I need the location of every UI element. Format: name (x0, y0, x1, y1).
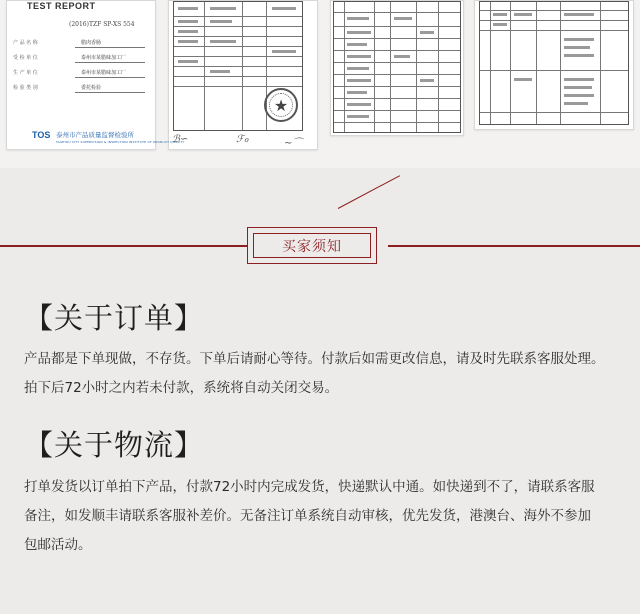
report-row: 检 验 类 别 委托检验 (13, 84, 38, 91)
inspection-seal-icon: ★ (264, 88, 298, 122)
section-title: 买家须知 (282, 238, 342, 255)
decorative-slash (338, 175, 400, 209)
report-row: 受 检 单 位 泰州市某腊味加工厂 (13, 54, 38, 61)
institute-name-english: TAIZHOU CITY SUPERVISION & INSPECTION INSTITUTE OF PRODUCT QUALITY (56, 140, 185, 144)
logistics-text-line: 包邮活动。 (24, 537, 92, 553)
report-row: 生 产 单 位 泰州市某腊味加工厂 (13, 69, 38, 76)
report-table-page (168, 0, 318, 150)
order-text-line: 产品都是下单现做，不存货。下单后请耐心等待。付款后如需更改信息，请及时先联系客服处理。 (24, 351, 605, 367)
logistics-text-line: 备注，如发顺丰请联系客服补差价。无备注订单系统自动审核，优先发货，港澳台、海外不参加 (24, 508, 591, 524)
report-table-grid (333, 1, 461, 133)
report-title: TEST REPORT (27, 1, 96, 11)
report-cover-page (6, 0, 156, 150)
section-title-box (247, 227, 377, 264)
divider-line-right (388, 245, 640, 247)
institute-name: 泰州市产品质量监督检验所 (56, 131, 134, 139)
signature-icon: ℬ∽ (172, 134, 189, 145)
report-table-page (474, 0, 634, 130)
report-table-grid (479, 1, 629, 125)
report-code: (2016)TZF SP-XS 554 (69, 21, 135, 28)
report-table-page (330, 0, 464, 136)
report-row: 产 品 名 称 腊肉香肠 (13, 39, 38, 46)
logistics-heading: 【关于物流】 (24, 428, 205, 462)
tos-logo: TOS (32, 130, 51, 140)
signature-icon: ∼⌒ (284, 138, 303, 149)
order-text-line: 拍下后72小时之内若未付款，系统将自动关闭交易。 (24, 380, 339, 396)
report-images-band (0, 0, 640, 168)
signature-icon: ℱℴ (236, 134, 249, 145)
logistics-text-line: 打单发货以订单拍下产品，付款72小时内完成发货，快递默认中通。如快递到不了，请联系客服 (24, 479, 595, 495)
order-heading: 【关于订单】 (24, 301, 205, 335)
divider-line-left (0, 245, 247, 247)
